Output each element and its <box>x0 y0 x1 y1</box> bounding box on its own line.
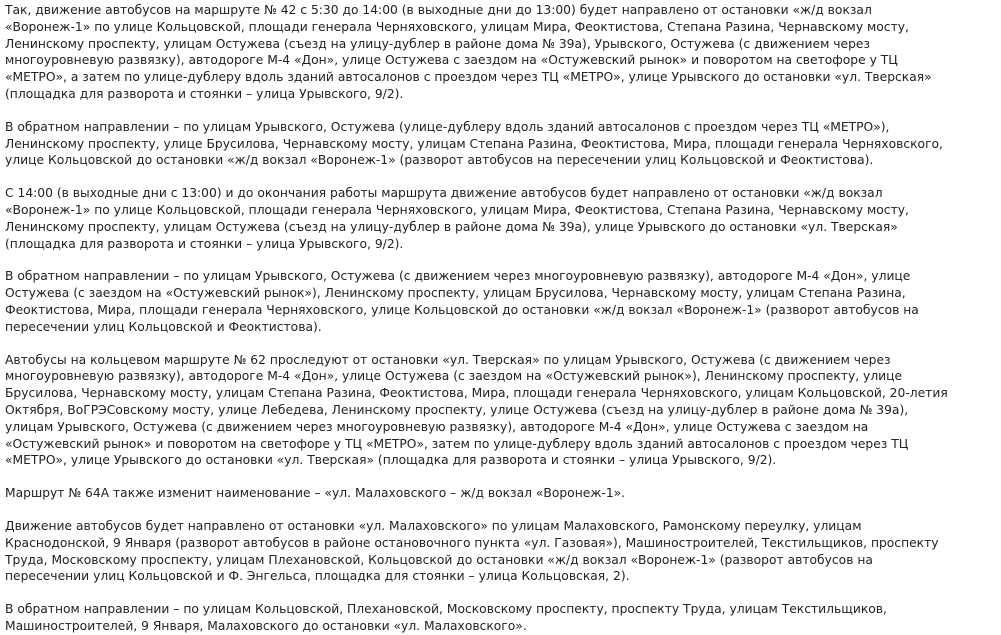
text-line: Маршрут № 64А также изменит наименование – «ул. Малаховского – ж/д вокзал «Воронеж-1». <box>5 486 626 501</box>
paragraph-route-42-morning-return <box>5 119 997 169</box>
text-line: (площадка для разворота и стоянки – улица Урывского, 9/2). <box>5 236 404 251</box>
paragraph-route-62 <box>5 352 997 470</box>
paragraph-route-42-afternoon <box>5 185 997 252</box>
text-line: пересечении улиц Кольцовской и Ф. Энгельса, площадка для стоянки – улица Кольцовская, 2). <box>5 569 630 584</box>
text-line: С 14:00 (в выходные дни с 13:00) и до окончания работы маршрута движение автобусов будет направлено от остановки «ж/д вокзал <box>5 186 883 201</box>
text-line: Ленинскому проспекту, улицам Остужева (съезд на улицу-дублер в районе дома № 39а), улице Урывского до остановки «ул. Тверская» <box>5 219 898 234</box>
text-line: Так, движение автобусов на маршруте № 42 с 5:30 до 14:00 (в выходные дни до 13:00) будет направлено от остановки «ж/д вокзал <box>5 3 872 17</box>
text-line: Краснодонской, 9 Января (разворот автобусов в районе остановочного пункта «ул. Газовая»), Машиностроителей, Текстильщиков, проспекту <box>5 535 939 550</box>
text-line: Феоктистова, Мира, площади генерала Черняховского, улице Кольцовской до остановки «ж/д вокзал «Воронеж-1» (разворот автобусов на <box>5 302 919 317</box>
text-line: «МЕТРО», улице Урывского до остановки «ул. Тверская» (площадка для разворота и стоянки – улица Урывского, 9/2). <box>5 453 777 468</box>
text-line: многоуровневую развязку), автодороге М-4 «Дон», улице Остужева (с заездом на «Остужевский рынок»), Ленинскому проспекту, улице <box>5 369 903 384</box>
text-line: Октября, ВоГРЭСовскому мосту, улице Лебедева, Ленинскому проспекту, улице Остужева (съезд на улицу-дублер в районе дома № 39а), <box>5 402 909 417</box>
text-line: Остужева (с заездом на «Остужевский рынок»), Ленинскому проспекту, улицам Брусилова, Чернавскому мосту, улицам Степана Разина, <box>5 286 906 301</box>
text-line: Ленинскому проспекту, улице Брусилова, Чернавскому мосту, улицам Степана Разина, Феоктистова, Мира, площади генерала Черняховского, <box>5 136 943 151</box>
text-line: Брусилова, Чернавскому мосту, улицам Степана Разина, Феоктистова, Мира, площади генерала Черняховского, улицам Кольцовской, 20-летия <box>5 386 948 401</box>
text-line: В обратном направлении – по улицам Урывского, Остужева (улице-дублеру вдоль зданий автосалонов с проездом через ТЦ «МЕТРО»), <box>5 119 890 134</box>
text-line: Труда, Московскому проспекту, улицам Плехановской, Кольцовской до остановки «ж/д вокзал «Воронеж-1» (разворот автобусов на <box>5 552 873 567</box>
text-line: (площадка для разворота и стоянки – улица Урывского, 9/2). <box>5 86 404 101</box>
text-line: улице Кольцовской до остановки «ж/д вокзал «Воронеж-1» (разворот автобусов на пересечении улиц Кольцовской и Феоктистова). <box>5 153 874 168</box>
text-line: улицам Урывского, Остужева (с движением через многоуровневую развязку), автодороге М-4 «Дон», улице Остужева с заездом на <box>5 419 869 434</box>
text-line: Машиностроителей, 9 Января, Малаховского до остановки «ул. Малаховского». <box>5 618 527 633</box>
text-line: Движение автобусов будет направлено от остановки «ул. Малаховского» по улицам Малаховского, Рамонскому переулку, улицам <box>5 518 862 533</box>
text-line: «МЕТРО», а затем по улице-дублеру вдоль зданий автосалонов с проездом через ТЦ «МЕТРО», улице Урывского до остановки «ул. Тверская» <box>5 70 932 85</box>
text-line: пересечении улиц Кольцовской и Феоктистова). <box>5 319 322 334</box>
paragraph-route-64a <box>5 518 997 585</box>
text-line: Ленинскому проспекту, улицам Остужева (съезд на улицу-дублер в районе дома № 39а), Урывского, Остужева (с движением через <box>5 36 871 51</box>
text-line: В обратном направлении – по улицам Урывского, Остужева (с движением через многоуровневую развязку), автодороге М-4 «Дон», улице <box>5 269 911 284</box>
text-line: многоуровневую развязку), автодороге М-4 «Дон», улице Остужева с заездом на «Остужевский рынок» и поворотом на светофоре у ТЦ <box>5 53 898 68</box>
text-line: «Воронеж-1» по улице Кольцовской, площади генерала Черняховского, улицам Мира, Феоктистова, Степана Разина, Чернавскому мосту, <box>5 19 909 34</box>
paragraph-route-64a-return <box>5 601 997 635</box>
paragraph-route-42-morning <box>5 2 997 103</box>
text-line: В обратном направлении – по улицам Кольцовской, Плехановской, Московскому проспекту, проспекту Труда, улицам Текстильщиков, <box>5 602 887 617</box>
paragraph-route-42-afternoon-return <box>5 268 997 335</box>
text-line: «Остужевский рынок» и поворотом на светофоре у ТЦ «МЕТРО», затем по улице-дублеру вдоль зданий автосалонов с проездом через ТЦ <box>5 436 909 451</box>
paragraph-route-64a-name <box>5 485 997 502</box>
text-line: «Воронеж-1» по улице Кольцовской, площади генерала Черняховского, улицам Мира, Феоктистова, Степана Разина, Чернавскому мосту, <box>5 202 909 217</box>
text-line: Автобусы на кольцевом маршруте № 62 проследуют от остановки «ул. Тверская» по улицам Урывского, Остужева (с движением через <box>5 352 891 367</box>
